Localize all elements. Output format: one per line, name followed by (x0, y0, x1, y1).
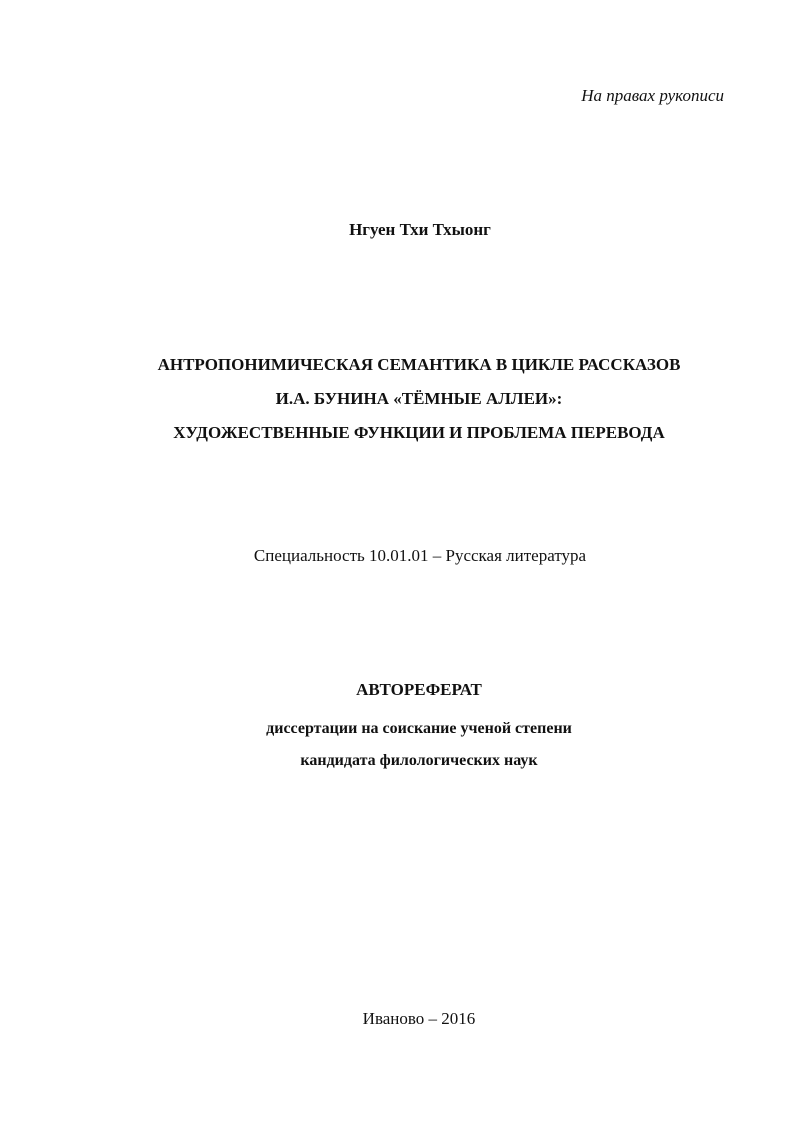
purpose-line-1: диссертации на соискание ученой степени (266, 720, 572, 737)
place-and-year: Иваново – 2016 (362, 1009, 476, 1028)
title-line-1: АНТРОПОНИМИЧЕСКАЯ СЕМАНТИКА В ЦИКЛЕ РАССКАЗОВ (157, 355, 681, 374)
specialty-line: Специальность 10.01.01 – Русская литература (253, 546, 587, 565)
author-name: Нгуен Тхи Тхыонг (349, 220, 491, 239)
purpose-line-2: кандидата филологических наук (300, 752, 538, 769)
dissertation-title (19, 348, 800, 450)
document-type: АВТОРЕФЕРАТ (356, 680, 482, 699)
title-line-3: ХУДОЖЕСТВЕННЫЕ ФУНКЦИИ И ПРОБЛЕМА ПЕРЕВОДА (173, 423, 665, 442)
document-purpose (19, 713, 800, 777)
title-line-2: И.А. БУНИНА «ТЁМНЫЕ АЛЛЕИ»: (275, 389, 563, 408)
rights-note: На правах рукописи (581, 86, 724, 105)
